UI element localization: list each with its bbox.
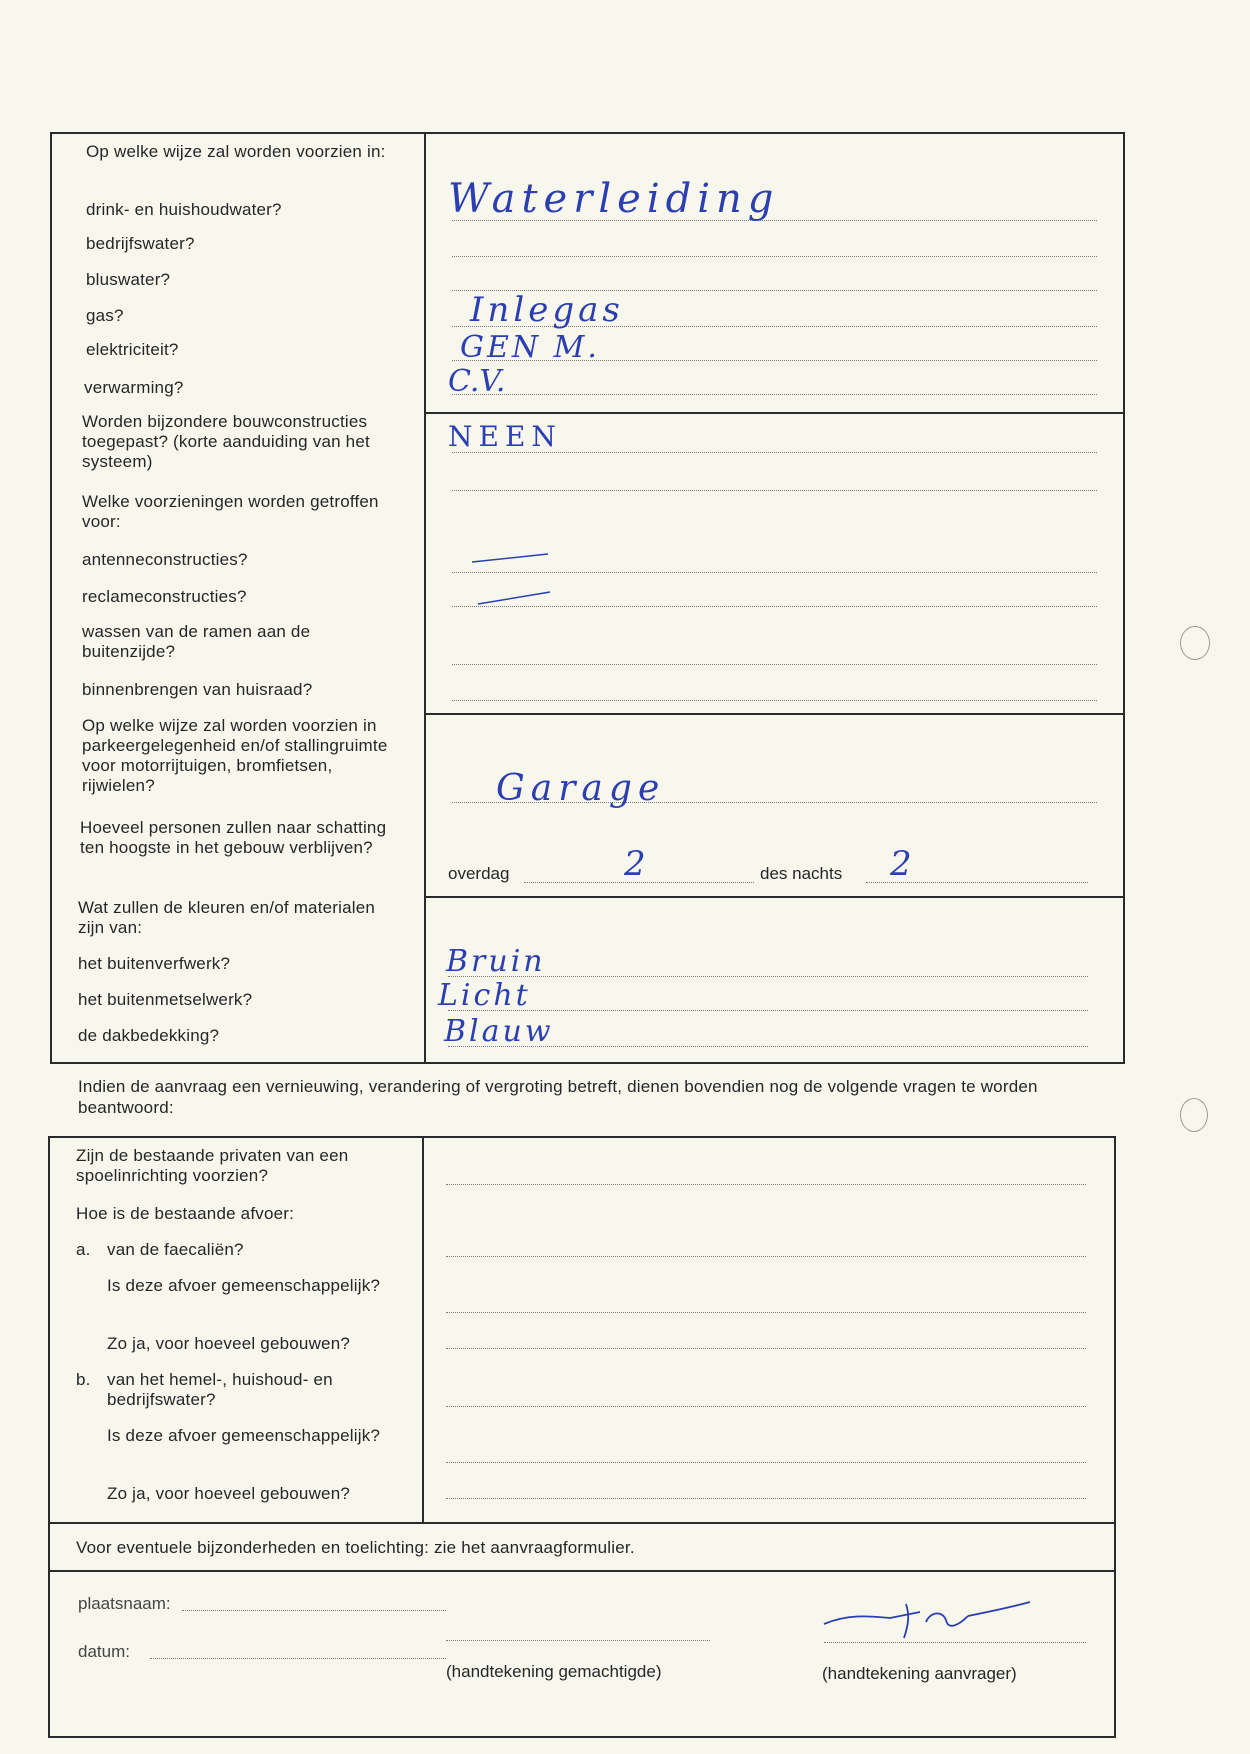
answer-line-gemeenschappelijk-2[interactable] [446,1462,1086,1463]
plaatsnaam-label: plaatsnaam: [78,1594,171,1613]
question-hemelwater: van het hemel-, huishoud- en bedrijfswater? [107,1370,333,1409]
question-personen: Hoeveel personen zullen naar schatting ten hoogste in het gebouw verblijven? [80,818,387,857]
question-voorzieningen: Welke voorzieningen worden getroffen voor: [82,492,379,531]
question-reclame: reclameconstructies? [82,587,247,606]
toelichting-note: Voor eventuele bijzonderheden en toelichting: zie het aanvraagformulier. [76,1538,635,1557]
question-gemeenschappelijk-2: Is deze afvoer gemeenschappelijk? [107,1426,381,1445]
question-bouwconstructies: Worden bijzondere bouwconstructies toegepast? (korte aanduiding van het systeem) [82,412,370,471]
row-divider-1 [424,412,1125,414]
question-verfwerk: het buitenverfwerk? [78,954,231,973]
question-kleuren: Wat zullen de kleuren en/of materialen zijn van: [78,898,376,937]
question-huisraad: binnenbrengen van huisraad? [82,680,313,699]
handwritten-verwarming: C.V. [448,364,506,399]
answer-line-metselwerk[interactable] [448,1010,1088,1011]
answer-line-hoeveel-1[interactable] [446,1348,1086,1349]
question-parkeer: Op welke wijze zal worden voorzien in parkeergelegenheid en/of stallingruimte voor motorrijtuigen, bromfietsen, rijwielen? [82,716,388,795]
question-bluswater: bluswater? [86,270,171,289]
signature-line-gemachtigde[interactable] [446,1640,710,1641]
handwritten-bouw: NEEN [448,420,562,453]
question-metselwerk: het buitenmetselwerk? [78,990,253,1009]
overdag-label: overdag [448,864,510,883]
nachts-label: des nachts [760,864,843,883]
datum-line[interactable] [150,1658,446,1659]
signature-label-aanvrager: (handtekening aanvrager) [822,1664,1017,1683]
question-verwarming: verwarming? [84,378,184,397]
question-afvoer: Hoe is de bestaande afvoer: [76,1204,295,1223]
handwritten-metselwerk: Licht [438,978,531,1013]
answer-line-hoeveel-2[interactable] [446,1498,1086,1499]
letter-b: b. [76,1370,91,1389]
question-ramen: wassen van de ramen aan de buitenzijde? [82,622,311,661]
punch-hole-2 [1180,1098,1208,1132]
lower-column-divider [422,1136,424,1524]
handwritten-dashes [470,548,570,628]
signature-scribble [818,1586,1038,1646]
question-hoeveel-2: Zo ja, voor hoeveel gebouwen? [107,1484,351,1503]
handwritten-elektriciteit: GEN M. [460,330,600,365]
intro-paragraph: Indien de aanvraag een vernieuwing, verandering of vergroting betreft, dienen bovendien nog de volgende vragen te worden beantwoord: [78,1077,1038,1117]
handwritten-parkeer: Garage [496,768,666,809]
question-hoeveel-1: Zo ja, voor hoeveel gebouwen? [107,1334,351,1353]
question-elektriciteit: elektriciteit? [86,340,179,359]
handwritten-verfwerk: Bruin [446,944,546,979]
question-dakbedekking: de dakbedekking? [78,1026,220,1045]
row-divider-3 [424,896,1125,898]
handwritten-overdag: 2 [624,844,646,884]
answer-line-huisraad[interactable] [452,700,1097,701]
question-privaten: Zijn de bestaande privaten van een spoelinrichting voorzien? [76,1146,349,1185]
answer-line-gemeenschappelijk-1[interactable] [446,1312,1086,1313]
question-antenne: antenneconstructies? [82,550,248,569]
handwritten-drinkwater: Waterleiding [448,176,780,222]
question-faecalien: van de faecaliën? [107,1240,244,1259]
answer-line-bouw-2[interactable] [452,490,1097,491]
signature-label-gemachtigde: (handtekening gemachtigde) [446,1662,662,1681]
answer-line-privaten[interactable] [446,1184,1086,1185]
answer-line-bedrijfswater[interactable] [452,256,1097,257]
handwritten-nachts: 2 [890,844,912,884]
answer-line-verwarming[interactable] [452,394,1097,395]
lower-row-divider-1 [48,1522,1116,1524]
answer-line-hemelwater[interactable] [446,1406,1086,1407]
question-gas: gas? [86,306,124,325]
question-supply: Op welke wijze zal worden voorzien in: [86,142,386,161]
lower-row-divider-2 [48,1570,1116,1572]
handwritten-dakbedekking: Blauw [444,1014,554,1049]
answer-line-ramen[interactable] [452,664,1097,665]
question-gemeenschappelijk-1: Is deze afvoer gemeenschappelijk? [107,1276,381,1295]
letter-a: a. [76,1240,91,1259]
row-divider-2 [424,713,1125,715]
answer-line-faecalien[interactable] [446,1256,1086,1257]
plaatsnaam-line[interactable] [182,1610,446,1611]
datum-label: datum: [78,1642,130,1661]
upper-column-divider [424,132,426,1064]
question-drinkwater: drink- en huishoudwater? [86,200,282,219]
punch-hole-1 [1180,626,1210,660]
question-bedrijfswater: bedrijfswater? [86,234,195,253]
handwritten-gas: Inlegas [470,290,624,330]
